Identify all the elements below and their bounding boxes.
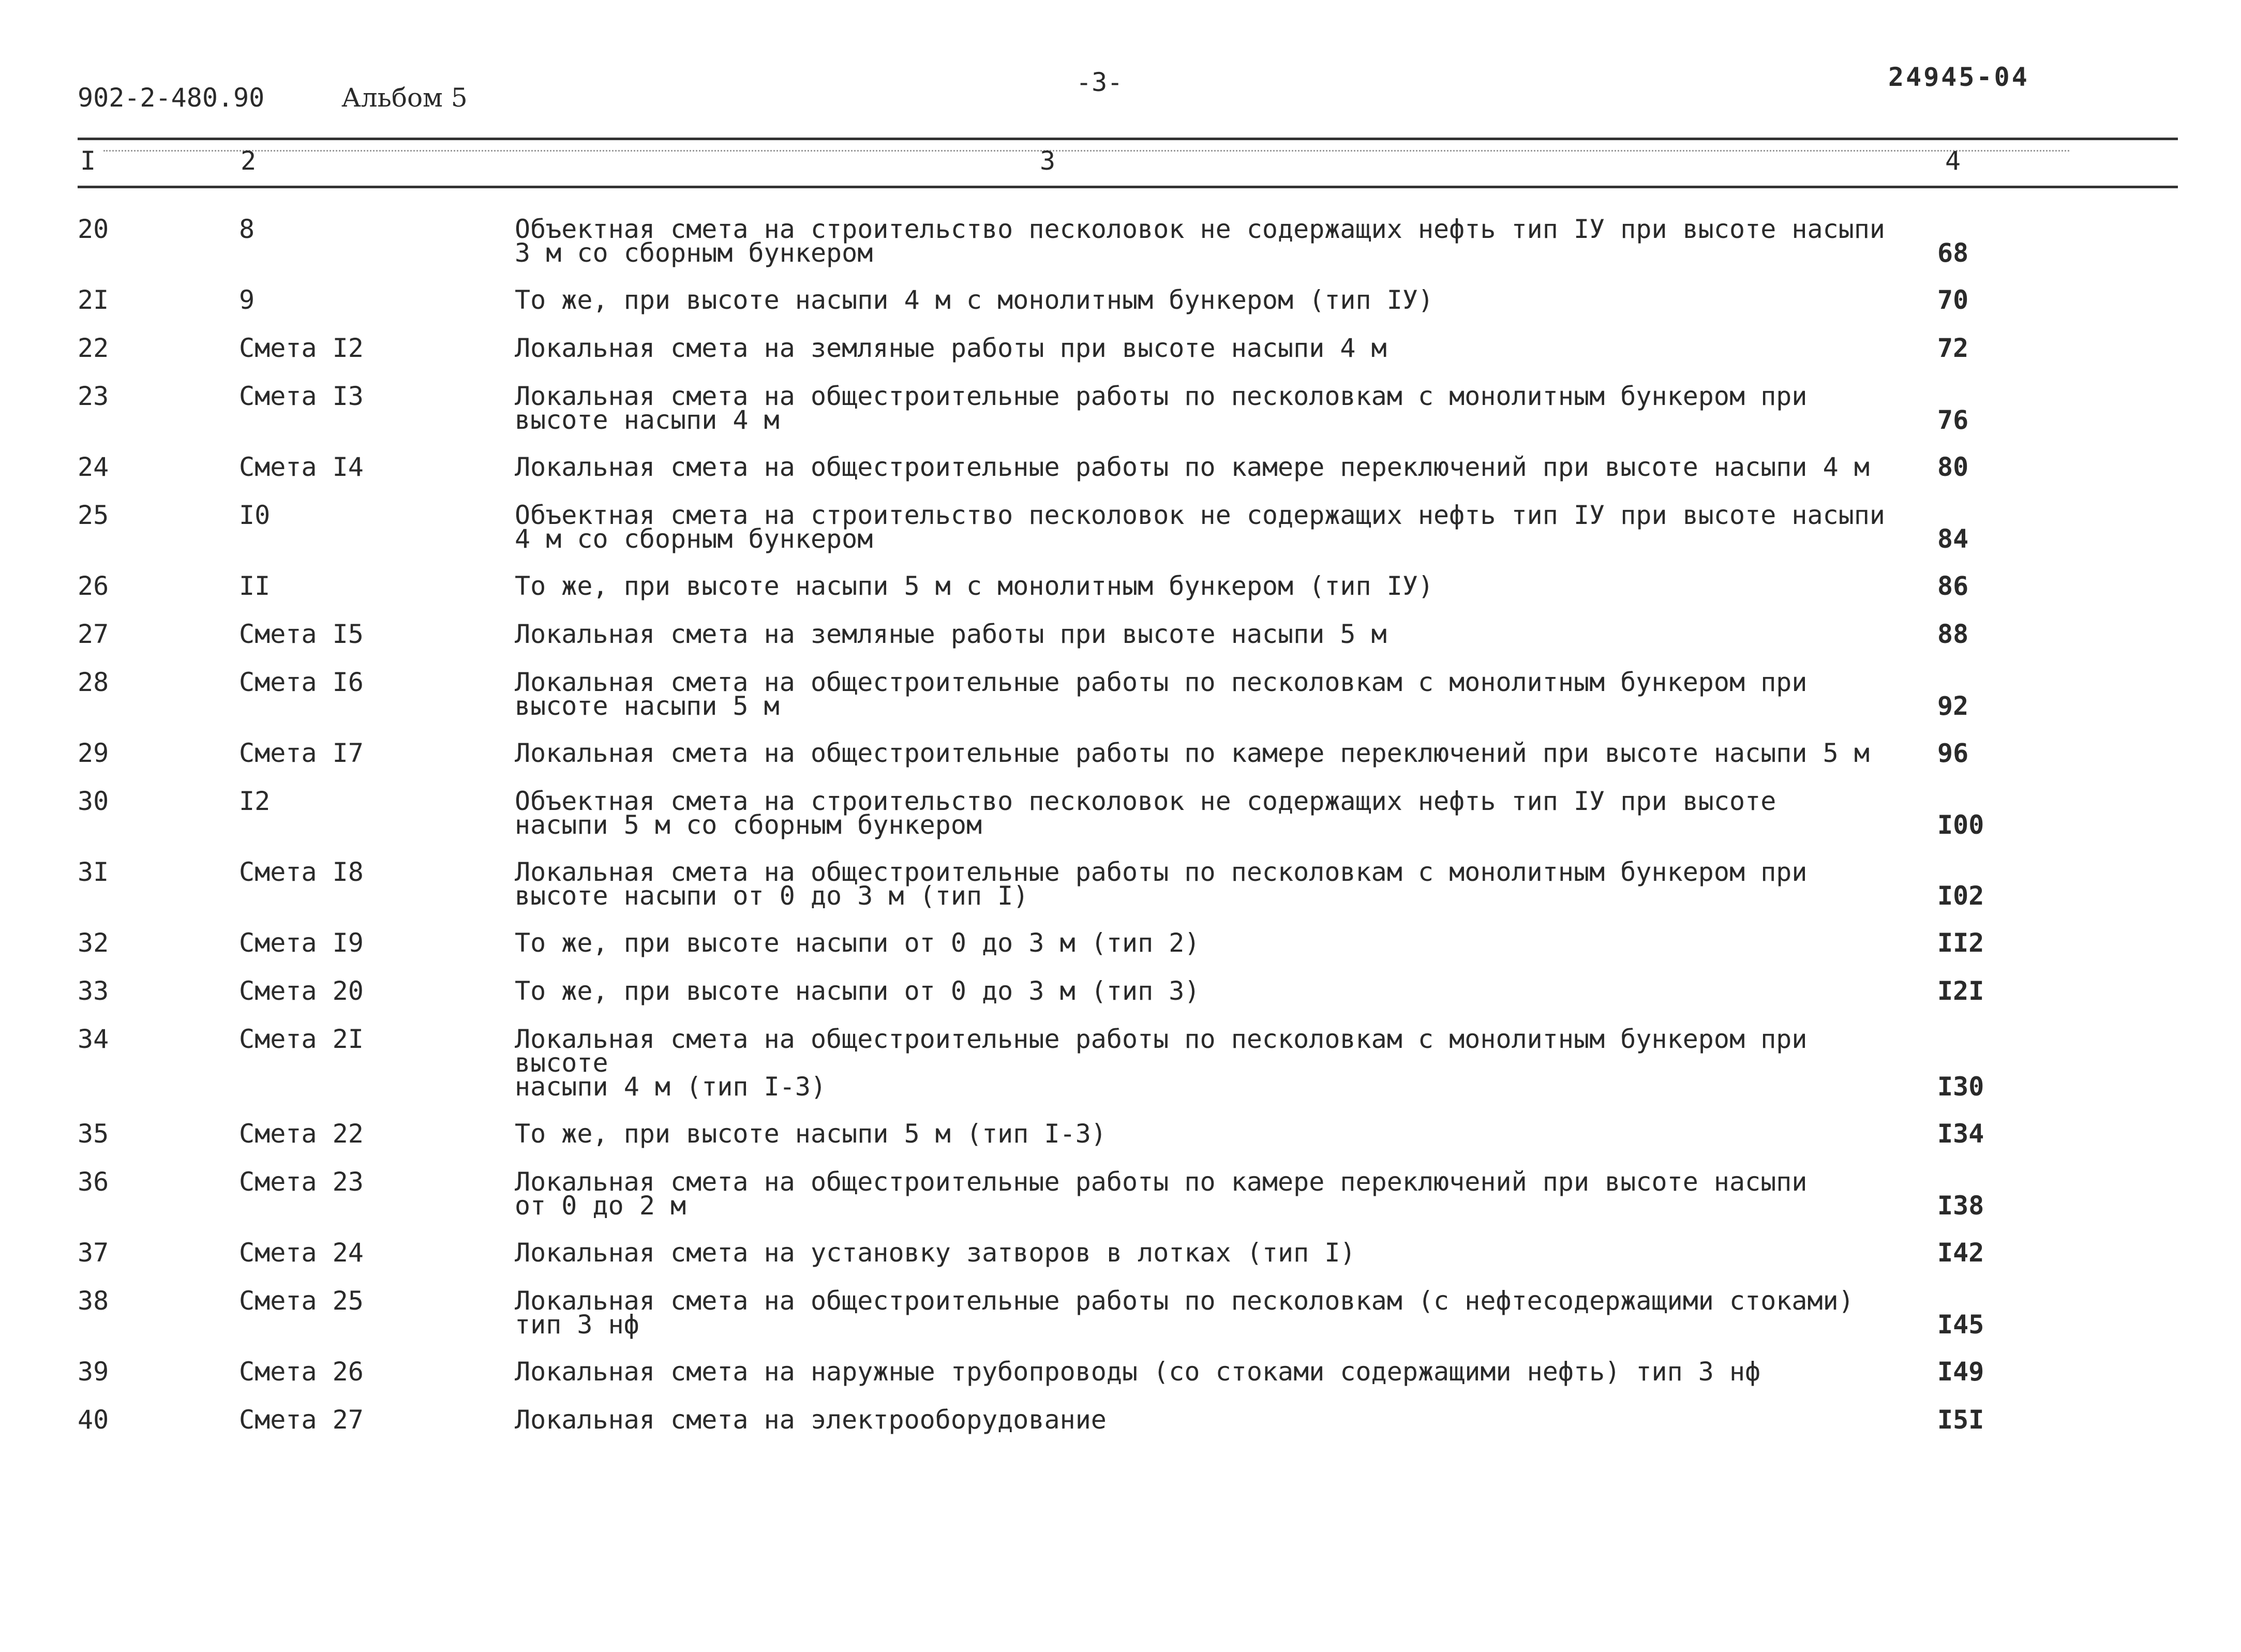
row-page: I02 <box>1937 881 1984 911</box>
column-header-2: 2 <box>241 146 257 176</box>
row-page: 86 <box>1937 571 1969 601</box>
row-number: 25 <box>78 500 109 530</box>
row-reference: Смета 25 <box>239 1286 364 1316</box>
row-page: 84 <box>1937 524 1969 554</box>
row-reference: Смета 27 <box>239 1405 364 1435</box>
row-reference: Смета 23 <box>239 1167 364 1197</box>
row-title: Локальная смета на земляные работы при высоте насыпи 4 м <box>515 333 1387 363</box>
row-page: 76 <box>1937 405 1969 435</box>
row-title: Локальная смета на общестроительные работы по песколовкам с монолитным бункером при высоте насыпи 4 м <box>515 381 1807 435</box>
column-header-3: 3 <box>1040 146 1056 176</box>
row-page: I00 <box>1937 810 1984 840</box>
table-row <box>0 1119 2241 1149</box>
table-row <box>0 285 2241 315</box>
row-page: I30 <box>1937 1072 1984 1102</box>
row-reference: Смета I6 <box>239 667 364 697</box>
row-number: 39 <box>78 1357 109 1387</box>
header-rule-bottom <box>78 186 2178 188</box>
table-row <box>0 667 2241 721</box>
table-row <box>0 1357 2241 1387</box>
table-row <box>0 452 2241 482</box>
header-dotted-line <box>103 150 2069 152</box>
row-page: 72 <box>1937 333 1969 363</box>
row-page: I34 <box>1937 1119 1984 1149</box>
table-row <box>0 928 2241 958</box>
table-row <box>0 500 2241 554</box>
table-row <box>0 976 2241 1006</box>
row-title: То же, при высоте насыпи 4 м с монолитным бункером (тип IУ) <box>515 285 1434 315</box>
row-page: II2 <box>1937 928 1984 958</box>
row-title: Локальная смета на установку затворов в лотках (тип I) <box>515 1238 1356 1268</box>
row-number: 37 <box>78 1238 109 1268</box>
table-row <box>0 1024 2241 1102</box>
table-row <box>0 786 2241 840</box>
row-title: Объектная смета на строительство песколовок не содержащих нефть тип IУ при высоте насыпи 4 м со сборным бункером <box>515 500 1886 554</box>
row-page: 80 <box>1937 452 1969 482</box>
row-number: 23 <box>78 381 109 411</box>
row-reference: Смета I9 <box>239 928 364 958</box>
row-reference: II <box>239 571 271 601</box>
row-number: 27 <box>78 619 109 649</box>
row-title: То же, при высоте насыпи 5 м (тип I-3) <box>515 1119 1107 1149</box>
row-number: 35 <box>78 1119 109 1149</box>
row-page: I5I <box>1937 1405 1984 1435</box>
row-title: Локальная смета на общестроительные работы по песколовкам с монолитным бункером при высоте насыпи 5 м <box>515 667 1807 721</box>
row-reference: Смета I2 <box>239 333 364 363</box>
column-header-4: 4 <box>1945 146 1961 176</box>
row-title: Локальная смета на электрооборудование <box>515 1405 1107 1435</box>
table-row <box>0 857 2241 911</box>
table-row <box>0 619 2241 649</box>
row-page: 68 <box>1937 238 1969 268</box>
row-title: То же, при высоте насыпи от 0 до 3 м (тип 2) <box>515 928 1200 958</box>
row-reference: Смета 20 <box>239 976 364 1006</box>
row-reference: I0 <box>239 500 271 530</box>
row-reference: Смета I3 <box>239 381 364 411</box>
row-number: 29 <box>78 738 109 768</box>
row-page: 88 <box>1937 619 1969 649</box>
album-label: Альбом 5 <box>341 83 468 113</box>
row-reference: Смета I4 <box>239 452 364 482</box>
row-title: Объектная смета на строительство песколовок не содержащих нефть тип IУ при высоте насыпи 3 м со сборным бункером <box>515 214 1886 268</box>
row-number: 22 <box>78 333 109 363</box>
page-number: -3- <box>1076 67 1123 97</box>
row-title: Локальная смета на общестроительные работы по камере переключений при высоте насыпи от 0 до 2 м <box>515 1167 1807 1221</box>
table-row <box>0 1286 2241 1340</box>
row-reference: I2 <box>239 786 271 816</box>
row-number: 24 <box>78 452 109 482</box>
row-number: 33 <box>78 976 109 1006</box>
column-header-1: I <box>80 146 96 176</box>
row-page: I2I <box>1937 976 1984 1006</box>
row-reference: Смета 24 <box>239 1238 364 1268</box>
row-page: I38 <box>1937 1191 1984 1221</box>
row-page: 96 <box>1937 738 1969 768</box>
row-title: То же, при высоте насыпи 5 м с монолитным бункером (тип IУ) <box>515 571 1434 601</box>
row-number: 34 <box>78 1024 109 1054</box>
table-row <box>0 738 2241 768</box>
row-number: 3I <box>78 857 109 887</box>
row-title: Объектная смета на строительство песколовок не содержащих нефть тип IУ при высоте насыпи 5 м со сборным бункером <box>515 786 1776 840</box>
table-row <box>0 1405 2241 1435</box>
row-reference: Смета I8 <box>239 857 364 887</box>
row-reference: Смета I5 <box>239 619 364 649</box>
row-page: I45 <box>1937 1310 1984 1340</box>
contents-table <box>0 214 2241 1456</box>
row-page: 70 <box>1937 285 1969 315</box>
table-row <box>0 1238 2241 1268</box>
row-number: 26 <box>78 571 109 601</box>
row-number: 2I <box>78 285 109 315</box>
row-number: 36 <box>78 1167 109 1197</box>
row-title: Локальная смета на общестроительные работы по песколовкам (с нефтесодержащими стоками) тип 3 нф <box>515 1286 1854 1340</box>
row-number: 20 <box>78 214 109 244</box>
table-row <box>0 333 2241 363</box>
table-row <box>0 1167 2241 1221</box>
row-title: Локальная смета на земляные работы при высоте насыпи 5 м <box>515 619 1387 649</box>
row-reference: Смета 2I <box>239 1024 364 1054</box>
row-reference: Смета I7 <box>239 738 364 768</box>
row-title: Локальная смета на общестроительные работы по песколовкам с монолитным бункером при высоте насыпи от 0 до 3 м (тип I) <box>515 857 1807 911</box>
row-reference: Смета 22 <box>239 1119 364 1149</box>
document-code: 902-2-480.90 <box>78 83 265 113</box>
row-number: 40 <box>78 1405 109 1435</box>
table-row <box>0 381 2241 435</box>
row-page: 92 <box>1937 691 1969 721</box>
row-number: 30 <box>78 786 109 816</box>
row-reference: Смета 26 <box>239 1357 364 1387</box>
row-page: I49 <box>1937 1357 1984 1387</box>
row-title: Локальная смета на наружные трубопроводы (со стоками содержащими нефть) тип 3 нф <box>515 1357 1761 1387</box>
row-page: I42 <box>1937 1238 1984 1268</box>
row-number: 38 <box>78 1286 109 1316</box>
row-title: Локальная смета на общестроительные работы по камере переключений при высоте насыпи 5 м <box>515 738 1870 768</box>
row-reference: 8 <box>239 214 255 244</box>
table-row <box>0 214 2241 268</box>
row-number: 28 <box>78 667 109 697</box>
row-reference: 9 <box>239 285 255 315</box>
row-title: Локальная смета на общестроительные работы по камере переключений при высоте насыпи 4 м <box>515 452 1870 482</box>
header-rule-top <box>78 138 2178 140</box>
row-number: 32 <box>78 928 109 958</box>
row-title: Локальная смета на общестроительные работы по песколовкам с монолитным бункером при высоте насыпи 4 м (тип I-3) <box>515 1024 1807 1102</box>
table-row <box>0 571 2241 601</box>
row-title: То же, при высоте насыпи от 0 до 3 м (тип 3) <box>515 976 1200 1006</box>
inventory-number: 24945-04 <box>1888 62 2029 92</box>
